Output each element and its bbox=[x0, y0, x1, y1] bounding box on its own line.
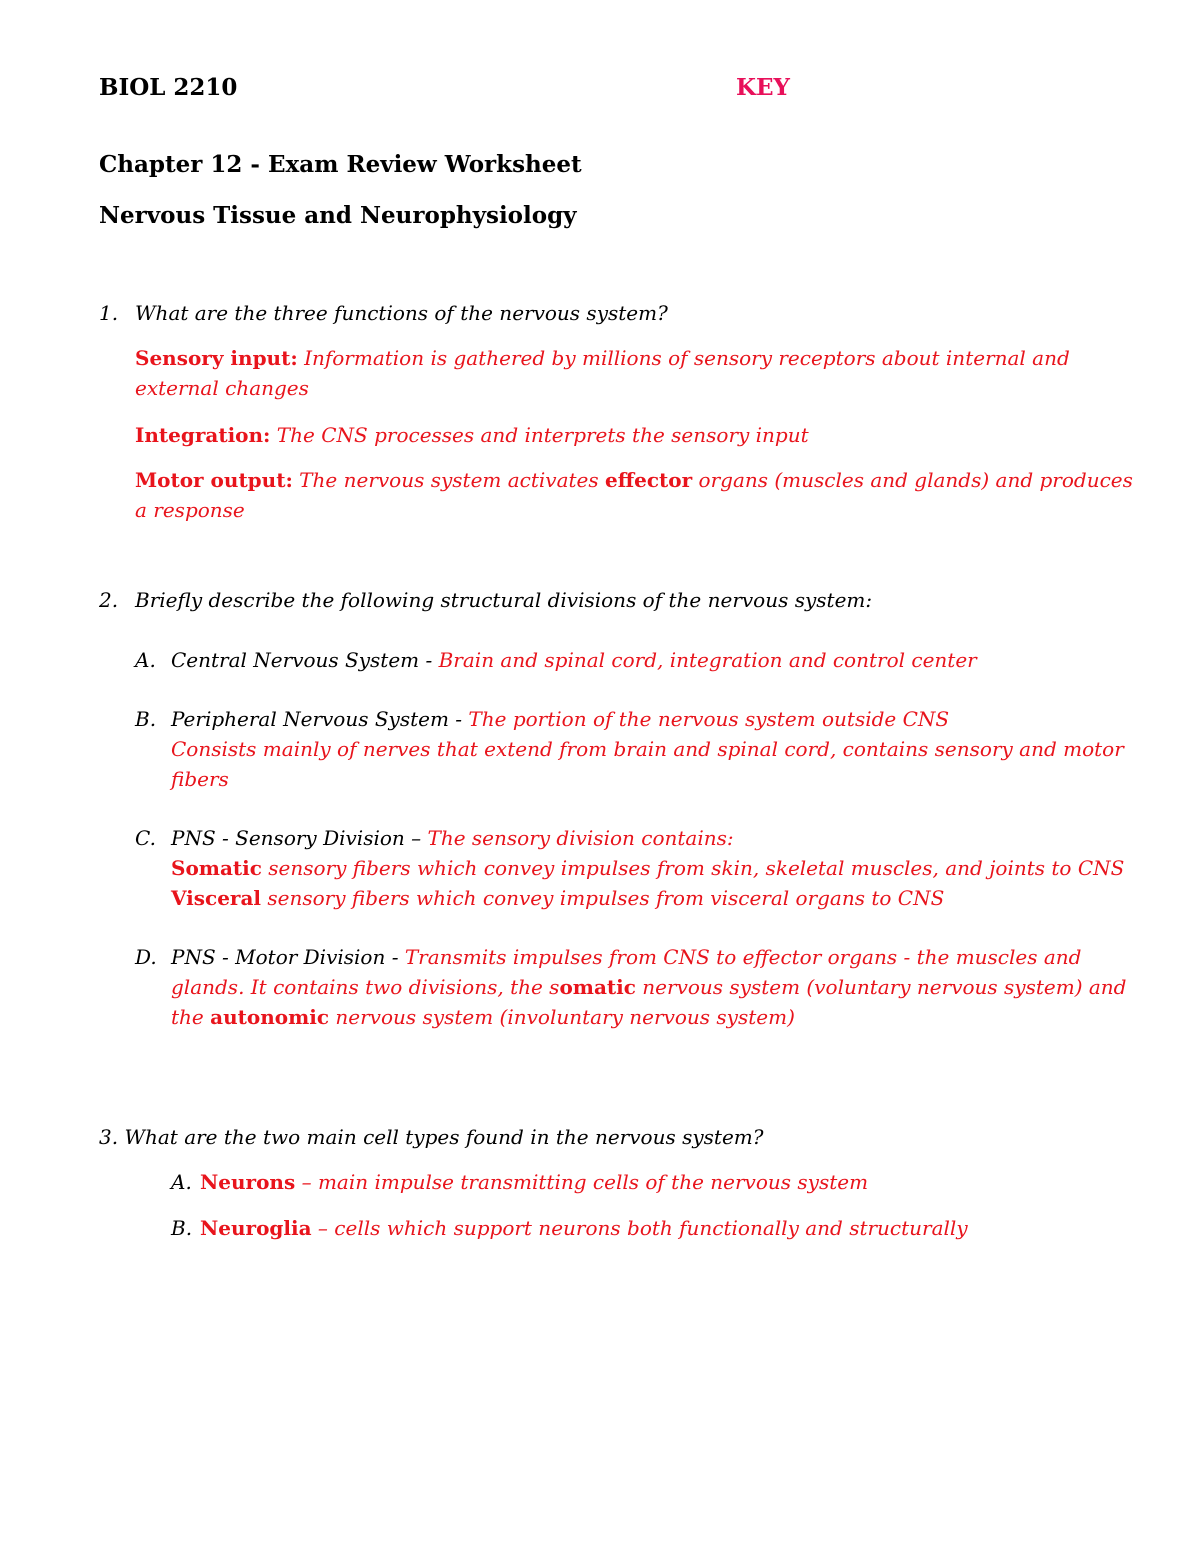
q2-c-line1 bbox=[171, 823, 734, 853]
q2-d-line3 bbox=[171, 1002, 795, 1032]
q2-c-line3 bbox=[171, 883, 944, 913]
q2-d-answer3a: the bbox=[171, 1005, 211, 1029]
q3-a-answer: – main impulse transmitting cells of the nervous system bbox=[295, 1170, 869, 1194]
q1-term-integration: Integration: bbox=[135, 423, 271, 447]
q3-b-answer: – cells which support neurons both functionally and structurally bbox=[311, 1216, 968, 1240]
q1-text: What are the three functions of the nervous system? bbox=[135, 301, 668, 325]
q1-answer-sensory bbox=[135, 343, 1070, 373]
q1-answer-integration-text: The CNS processes and interprets the sensory input bbox=[270, 423, 809, 447]
q2-c-label: PNS - Sensory Division – bbox=[171, 826, 428, 850]
q2-b-line1 bbox=[171, 704, 949, 734]
q2-a-label: Central Nervous System - bbox=[171, 648, 439, 672]
q2-d-answer2b: nervous system (voluntary nervous system) and bbox=[635, 975, 1127, 999]
q2-text: Briefly describe the following structural divisions of the nervous system: bbox=[135, 588, 873, 612]
key-label: KEY bbox=[736, 74, 790, 101]
topic-title: Nervous Tissue and Neurophysiology bbox=[99, 202, 577, 229]
q2-c-letter: C. bbox=[135, 826, 156, 850]
q2-c-term-visceral: Visceral bbox=[171, 886, 262, 910]
q1-answer-motor-text2: organs (muscles and glands) and produces bbox=[692, 468, 1133, 492]
q2-b-label: Peripheral Nervous System - bbox=[171, 707, 469, 731]
q2-b-line2 bbox=[171, 734, 1124, 764]
q2-d-line2 bbox=[171, 972, 1126, 1002]
q2-c-answer3: sensory fibers which convey impulses from visceral organs to CNS bbox=[261, 886, 945, 910]
q2-b-letter: B. bbox=[135, 707, 157, 731]
q2-a-letter: A. bbox=[135, 648, 156, 672]
q2-b-answer3: fibers bbox=[171, 767, 229, 791]
q2-b-answer2: Consists mainly of nerves that extend from brain and spinal cord, contains sensory and motor bbox=[171, 737, 1124, 761]
q1-term-motor: Motor output: bbox=[135, 468, 293, 492]
q1-answer-sensory-text: Information is gathered by millions of sensory receptors about internal and bbox=[297, 346, 1070, 370]
q3-b-letter: B. bbox=[171, 1216, 193, 1240]
q3-a-term: Neurons bbox=[200, 1170, 296, 1194]
q1-answer-motor bbox=[135, 465, 1133, 495]
q2-c-answer2: sensory fibers which convey impulses from skin, skeletal muscles, and joints to CNS bbox=[261, 856, 1125, 880]
q2-d-answer1: Transmits impulses from CNS to effector organs - the muscles and bbox=[404, 945, 1082, 969]
q1-answer-motor-text3: a response bbox=[135, 498, 245, 522]
q2-number: 2. bbox=[99, 588, 119, 612]
q2-d-term-somatic: omatic bbox=[559, 975, 636, 999]
q2-b-line3 bbox=[171, 764, 229, 794]
q1-number: 1. bbox=[99, 301, 119, 325]
q2-a-answer: Brain and spinal cord, integration and control center bbox=[438, 648, 977, 672]
q2-d-answer3b: nervous system (involuntary nervous system) bbox=[329, 1005, 795, 1029]
q1-answer-sensory-text2: external changes bbox=[135, 376, 309, 400]
q2-d-answer2a: glands. It contains two divisions, the s bbox=[171, 975, 560, 999]
q3-b-term: Neuroglia bbox=[200, 1216, 312, 1240]
q1-term-effector: effector bbox=[605, 468, 693, 492]
q2-d-letter: D. bbox=[135, 945, 157, 969]
q1-answer-sensory-cont bbox=[135, 373, 309, 403]
q3-a-letter: A. bbox=[171, 1170, 192, 1194]
q2-d-label: PNS - Motor Division - bbox=[171, 945, 405, 969]
q2-c-answer1: The sensory division contains: bbox=[427, 826, 734, 850]
q2-d-term-autonomic: autonomic bbox=[210, 1005, 330, 1029]
q1-answer-motor-text: The nervous system activates bbox=[292, 468, 606, 492]
q3-text: 3. What are the two main cell types found in the nervous system? bbox=[99, 1125, 764, 1149]
chapter-title: Chapter 12 - Exam Review Worksheet bbox=[99, 151, 582, 178]
q3-a-line bbox=[200, 1167, 868, 1197]
q2-d-line1 bbox=[171, 942, 1081, 972]
q2-c-term-somatic: Somatic bbox=[171, 856, 262, 880]
q2-b-answer1: The portion of the nervous system outside CNS bbox=[468, 707, 950, 731]
course-code: BIOL 2210 bbox=[99, 74, 238, 101]
q2-c-line2 bbox=[171, 853, 1124, 883]
q3-b-line bbox=[200, 1213, 968, 1243]
q1-answer-motor-cont bbox=[135, 495, 245, 525]
q2-a-line bbox=[171, 645, 977, 675]
q1-term-sensory: Sensory input: bbox=[135, 346, 298, 370]
q1-answer-integration bbox=[135, 420, 809, 450]
